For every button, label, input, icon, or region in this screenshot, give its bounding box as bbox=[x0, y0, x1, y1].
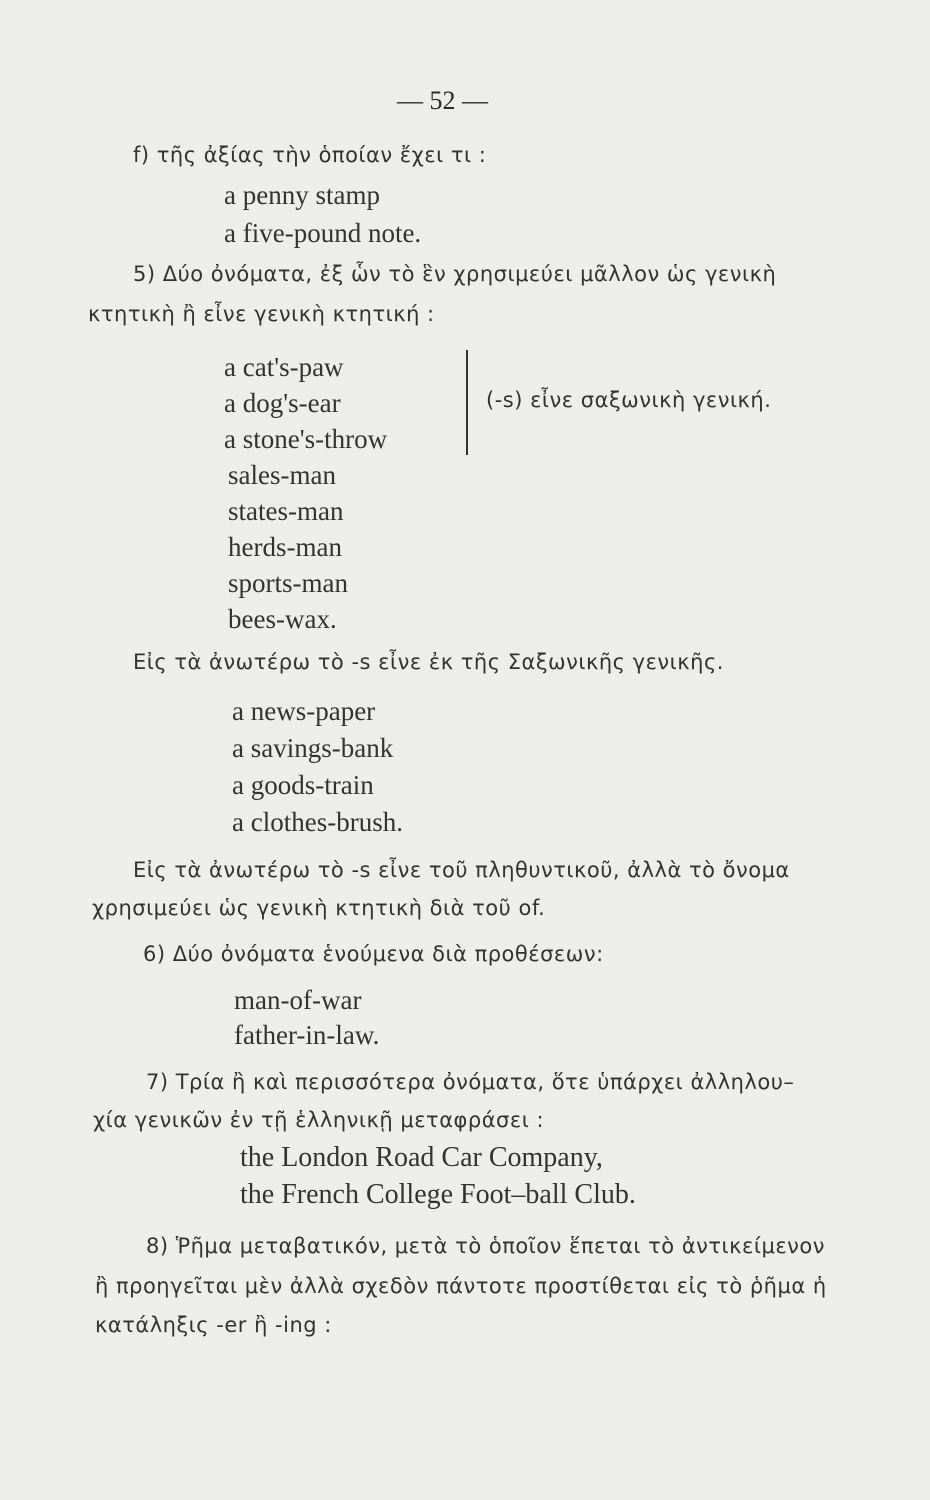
section-5-heading-cont: κτητικὴ ἢ εἶνε γενικὴ κτητική : bbox=[88, 302, 435, 326]
page-number: — 52 — bbox=[397, 86, 488, 115]
section-8-heading-cont: ἢ προηγεῖται μὲν ἀλλὰ σχεδὸν πάντοτε προστίθεται εἰς τὸ ῥῆμα ἡ bbox=[95, 1274, 827, 1298]
example-line: a news-paper bbox=[232, 696, 376, 726]
example-line: a dog's-ear bbox=[224, 388, 341, 418]
bracket-note: (-s) εἶνε σαξωνικὴ γενική. bbox=[486, 388, 772, 412]
section-f-heading: f) τῆς ἀξίας τὴν ὁποίαν ἔχει τι : bbox=[133, 143, 487, 167]
example-line: a penny stamp bbox=[224, 180, 380, 210]
section-8-heading-cont: κατάληξις -er ἢ -ing : bbox=[95, 1313, 332, 1337]
example-line: man-of-war bbox=[234, 985, 362, 1015]
compound-word: sports-man bbox=[228, 568, 348, 598]
section-6-heading: 6) Δύο ὀνόματα ἑνούμενα διὰ προθέσεων: bbox=[143, 942, 604, 966]
example-line: a savings-bank bbox=[232, 733, 394, 763]
note-plural: Εἰς τὰ ἀνωτέρω τὸ -s εἶνε τοῦ πληθυντικοῦ, ἀλλὰ τὸ ὄνομα bbox=[133, 858, 790, 882]
section-5-heading: 5) Δύο ὀνόματα, ἐξ ὧν τὸ ἓν χρησιμεύει μᾶλλον ὡς γενικὴ bbox=[133, 262, 777, 286]
example-line: a goods-train bbox=[232, 770, 374, 800]
compound-word: sales-man bbox=[228, 460, 336, 490]
bracket-line bbox=[466, 350, 468, 455]
compound-word: herds-man bbox=[228, 532, 342, 562]
example-line: the London Road Car Company, bbox=[240, 1142, 603, 1173]
section-7-heading: 7) Τρία ἢ καὶ περισσότερα ὀνόματα, ὅτε ὑπάρχει ἀλληλου– bbox=[146, 1070, 795, 1094]
compound-word: bees-wax. bbox=[228, 604, 337, 634]
note-plural-cont: χρησιμεύει ὡς γενικὴ κτητικὴ διὰ τοῦ of. bbox=[92, 896, 546, 920]
example-line: father-in-law. bbox=[234, 1020, 380, 1050]
example-line: a five-pound note. bbox=[224, 218, 422, 248]
section-8-heading: 8) Ῥῆμα μεταβατικόν, μετὰ τὸ ὁποῖον ἕπεται τὸ ἀντικείμενον bbox=[146, 1234, 825, 1258]
note-saxon-genitive: Εἰς τὰ ἀνωτέρω τὸ -s εἶνε ἐκ τῆς Σαξωνικῆς γενικῆς. bbox=[133, 650, 724, 674]
example-line: a clothes-brush. bbox=[232, 807, 403, 837]
compound-word: states-man bbox=[228, 496, 344, 526]
section-7-heading-cont: χία γενικῶν ἐν τῇ ἑλληνικῇ μεταφράσει : bbox=[93, 1108, 545, 1132]
example-line: a stone's-throw bbox=[224, 424, 388, 454]
example-line: a cat's-paw bbox=[224, 352, 344, 382]
example-line: the French College Foot–ball Club. bbox=[240, 1179, 636, 1210]
